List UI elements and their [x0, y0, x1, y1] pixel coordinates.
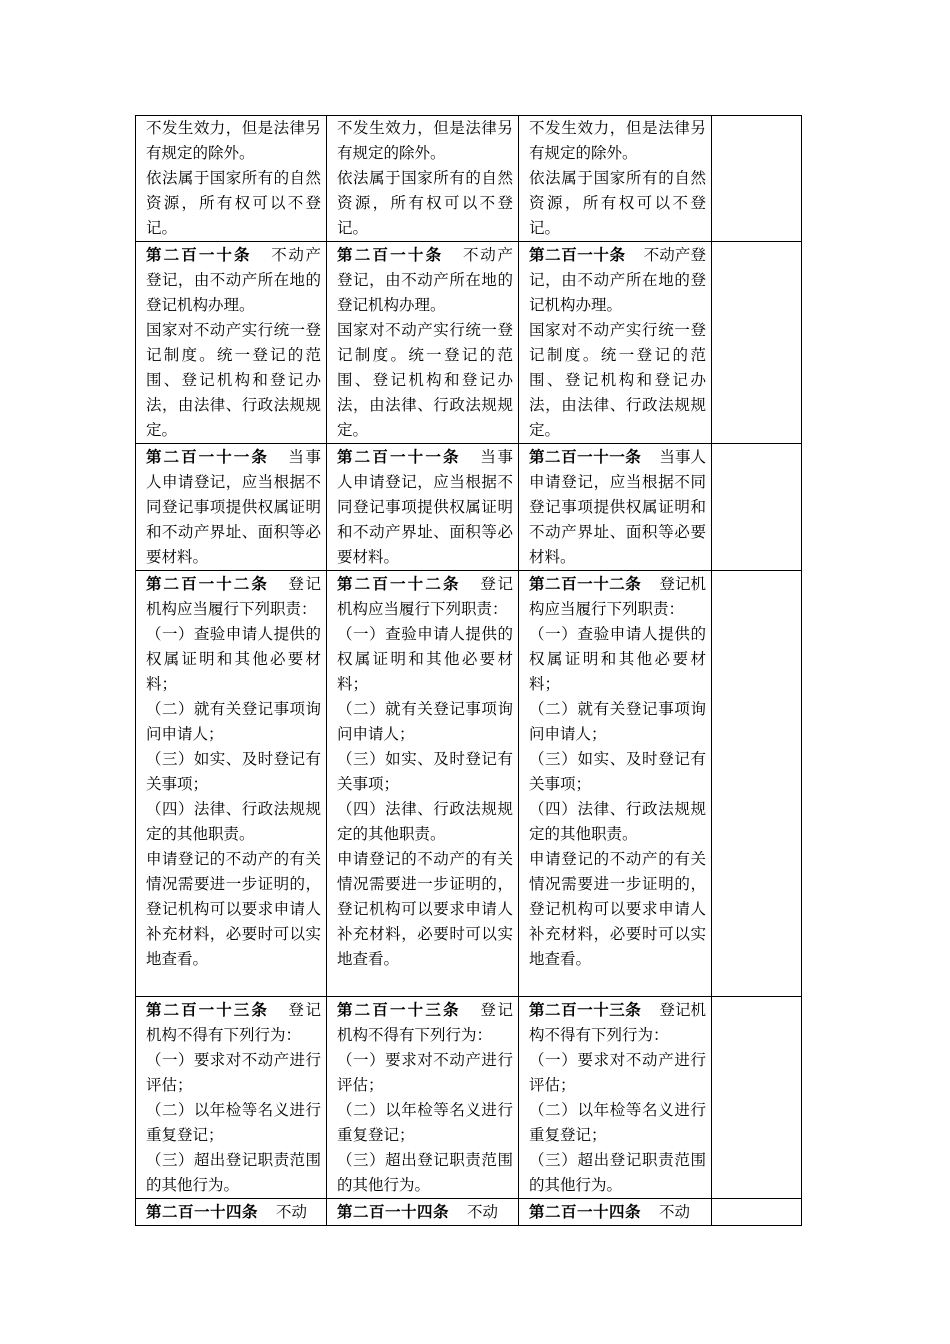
article-number: 第二百一十一条	[146, 447, 269, 466]
text-cell	[519, 444, 712, 571]
article-paragraph	[146, 444, 321, 570]
paragraph-text: 依法属于国家所有的自然资源，所有权可以不登记。	[146, 169, 321, 237]
table-row	[136, 571, 802, 997]
paragraph-text: 申请登记的不动产的有关情况需要进一步证明的，登记机构可以要求申请人补充材料，必要时可以实地查看。	[529, 850, 706, 968]
paragraph	[146, 847, 321, 972]
paragraph-text: （三）超出登记职责范围的其他行为。	[337, 1151, 513, 1194]
paragraph-text: 登记机构不得有下列行为：	[146, 1001, 321, 1044]
text-cell	[519, 242, 712, 444]
article-paragraph	[146, 571, 321, 622]
paragraph-text: 不发生效力，但是法律另有规定的除外。	[146, 119, 321, 162]
paragraph	[529, 1098, 706, 1148]
paragraph-text: 当事人申请登记，应当根据不同登记事项提供权属证明和不动产界址、面积等必要材料。	[337, 448, 513, 566]
paragraph-text: （一）要求对不动产进行评估；	[529, 1051, 706, 1094]
text-cell	[327, 997, 519, 1199]
text-cell	[327, 1199, 519, 1226]
paragraph	[529, 1148, 706, 1198]
paragraph-text: 登记机构应当履行下列职责：	[337, 575, 513, 618]
article-number: 第二百一十条	[146, 245, 252, 264]
paragraph	[146, 318, 321, 443]
paragraph-text: （二）以年检等名义进行重复登记；	[146, 1101, 321, 1144]
article-paragraph	[146, 997, 321, 1048]
text-cell	[327, 571, 519, 997]
paragraph	[337, 622, 513, 697]
article-paragraph	[337, 1199, 513, 1225]
table-row	[136, 242, 802, 444]
paragraph-text: 不动产登记，由不动产所在地的登记机构办理。	[146, 246, 321, 314]
article-paragraph	[529, 997, 706, 1048]
paragraph-text: （三）如实、及时登记有关事项；	[529, 750, 706, 793]
paragraph	[529, 622, 706, 697]
paragraph-text: 不发生效力，但是法律另有规定的除外。	[337, 119, 513, 162]
paragraph-text: 不动产登记，由不动产所在地的登记机构办理。	[529, 246, 706, 314]
text-cell	[136, 997, 327, 1199]
paragraph-text: 不动	[467, 1203, 499, 1221]
paragraph	[146, 1098, 321, 1148]
article-number: 第二百一十一条	[529, 447, 642, 466]
paragraph	[146, 747, 321, 797]
paragraph-text: 国家对不动产实行统一登记制度。统一登记的范围、登记机构和登记办法，由法律、行政法规规定。	[529, 321, 706, 439]
paragraph-text: 申请登记的不动产的有关情况需要进一步证明的，登记机构可以要求申请人补充材料，必要时可以实地查看。	[337, 850, 513, 968]
paragraph-text: 登记机构不得有下列行为：	[337, 1001, 513, 1044]
text-cell	[327, 116, 519, 242]
table-body	[136, 116, 802, 1226]
paragraph-text: 不动产登记，由不动产所在地的登记机构办理。	[337, 246, 513, 314]
paragraph	[337, 747, 513, 797]
paragraph-text: 当事人申请登记，应当根据不同登记事项提供权属证明和不动产界址、面积等必要材料。	[529, 448, 706, 566]
paragraph-text: （一）查验申请人提供的权属证明和其他必要材料；	[529, 625, 706, 693]
article-number: 第二百一十四条	[529, 1202, 642, 1221]
paragraph-text: （一）查验申请人提供的权属证明和其他必要材料；	[146, 625, 321, 693]
paragraph-text: 不发生效力，但是法律另有规定的除外。	[529, 119, 706, 162]
article-paragraph	[337, 444, 513, 570]
article-paragraph	[337, 571, 513, 622]
paragraph	[146, 797, 321, 847]
paragraph-text: （三）超出登记职责范围的其他行为。	[529, 1151, 706, 1194]
note-cell	[712, 444, 802, 571]
article-paragraph	[529, 1199, 706, 1225]
table-row	[136, 997, 802, 1199]
paragraph	[337, 166, 513, 241]
paragraph	[337, 797, 513, 847]
article-paragraph	[529, 444, 706, 570]
paragraph	[337, 1148, 513, 1198]
text-cell	[327, 242, 519, 444]
paragraph	[529, 318, 706, 443]
text-cell	[519, 1199, 712, 1226]
paragraph	[337, 116, 513, 166]
note-cell	[712, 242, 802, 444]
paragraph-text: （二）以年检等名义进行重复登记；	[529, 1101, 706, 1144]
paragraph-text: （一）查验申请人提供的权属证明和其他必要材料；	[337, 625, 513, 693]
paragraph	[337, 697, 513, 747]
text-cell	[136, 444, 327, 571]
paragraph-text: （二）就有关登记事项询问申请人；	[146, 700, 321, 743]
paragraph-text: 国家对不动产实行统一登记制度。统一登记的范围、登记机构和登记办法，由法律、行政法规规定。	[146, 321, 321, 439]
paragraph	[337, 1048, 513, 1098]
paragraph-text: 登记机构应当履行下列职责：	[529, 575, 706, 618]
paragraph-text: （二）就有关登记事项询问申请人；	[337, 700, 513, 743]
note-cell	[712, 571, 802, 997]
paragraph	[146, 166, 321, 241]
note-cell	[712, 116, 802, 242]
paragraph-text: （三）如实、及时登记有关事项；	[337, 750, 513, 793]
paragraph	[337, 318, 513, 443]
paragraph	[146, 622, 321, 697]
text-cell	[136, 116, 327, 242]
paragraph-text: 依法属于国家所有的自然资源，所有权可以不登记。	[529, 169, 706, 237]
paragraph-text: 登记机构不得有下列行为：	[529, 1001, 706, 1044]
article-paragraph	[529, 571, 706, 622]
paragraph-text: 依法属于国家所有的自然资源，所有权可以不登记。	[337, 169, 513, 237]
paragraph-text: 不动	[659, 1203, 691, 1221]
text-cell	[136, 1199, 327, 1226]
paragraph-text: （二）以年检等名义进行重复登记；	[337, 1101, 513, 1144]
paragraph	[529, 797, 706, 847]
text-cell	[519, 571, 712, 997]
paragraph-text: 申请登记的不动产的有关情况需要进一步证明的，登记机构可以要求申请人补充材料，必要时可以实地查看。	[146, 850, 321, 968]
paragraph	[337, 847, 513, 972]
article-number: 第二百一十三条	[146, 1000, 269, 1019]
paragraph	[146, 1148, 321, 1198]
article-paragraph	[337, 242, 513, 318]
paragraph	[146, 697, 321, 747]
law-comparison-table	[135, 115, 802, 1226]
table-row	[136, 1199, 802, 1226]
paragraph-text: （二）就有关登记事项询问申请人；	[529, 700, 706, 743]
article-number: 第二百一十条	[529, 245, 626, 264]
article-number: 第二百一十三条	[337, 1000, 461, 1019]
paragraph-text: 登记机构应当履行下列职责：	[146, 575, 321, 618]
paragraph	[529, 747, 706, 797]
paragraph-text: （一）要求对不动产进行评估；	[337, 1051, 513, 1094]
paragraph	[529, 847, 706, 972]
paragraph	[146, 1048, 321, 1098]
paragraph	[337, 1098, 513, 1148]
text-cell	[327, 444, 519, 571]
note-cell	[712, 1199, 802, 1226]
paragraph-text: 国家对不动产实行统一登记制度。统一登记的范围、登记机构和登记办法，由法律、行政法规规定。	[337, 321, 513, 439]
paragraph-text: （四）法律、行政法规规定的其他职责。	[337, 800, 513, 843]
paragraph-text: 不动	[276, 1203, 308, 1221]
article-paragraph	[529, 242, 706, 318]
paragraph	[529, 166, 706, 241]
paragraph-text: （一）要求对不动产进行评估；	[146, 1051, 321, 1094]
paragraph-text: 当事人申请登记，应当根据不同登记事项提供权属证明和不动产界址、面积等必要材料。	[146, 448, 321, 566]
paragraph	[146, 116, 321, 166]
table-row	[136, 116, 802, 242]
text-cell	[519, 997, 712, 1199]
text-cell	[519, 116, 712, 242]
paragraph-text: （三）如实、及时登记有关事项；	[146, 750, 321, 793]
article-number: 第二百一十三条	[529, 1000, 642, 1019]
paragraph	[529, 1048, 706, 1098]
article-number: 第二百一十二条	[146, 574, 269, 593]
article-paragraph	[146, 1199, 321, 1225]
text-cell	[136, 571, 327, 997]
article-paragraph	[146, 242, 321, 318]
paragraph-text: （三）超出登记职责范围的其他行为。	[146, 1151, 321, 1194]
article-number: 第二百一十四条	[337, 1202, 450, 1221]
paragraph	[529, 116, 706, 166]
note-cell	[712, 997, 802, 1199]
article-paragraph	[337, 997, 513, 1048]
text-cell	[136, 242, 327, 444]
table-row	[136, 444, 802, 571]
paragraph-text: （四）法律、行政法规规定的其他职责。	[146, 800, 321, 843]
paragraph	[529, 697, 706, 747]
paragraph-text: （四）法律、行政法规规定的其他职责。	[529, 800, 706, 843]
article-number: 第二百一十一条	[337, 447, 461, 466]
article-number: 第二百一十二条	[337, 574, 461, 593]
article-number: 第二百一十条	[337, 245, 444, 264]
article-number: 第二百一十四条	[146, 1202, 259, 1221]
article-number: 第二百一十二条	[529, 574, 642, 593]
